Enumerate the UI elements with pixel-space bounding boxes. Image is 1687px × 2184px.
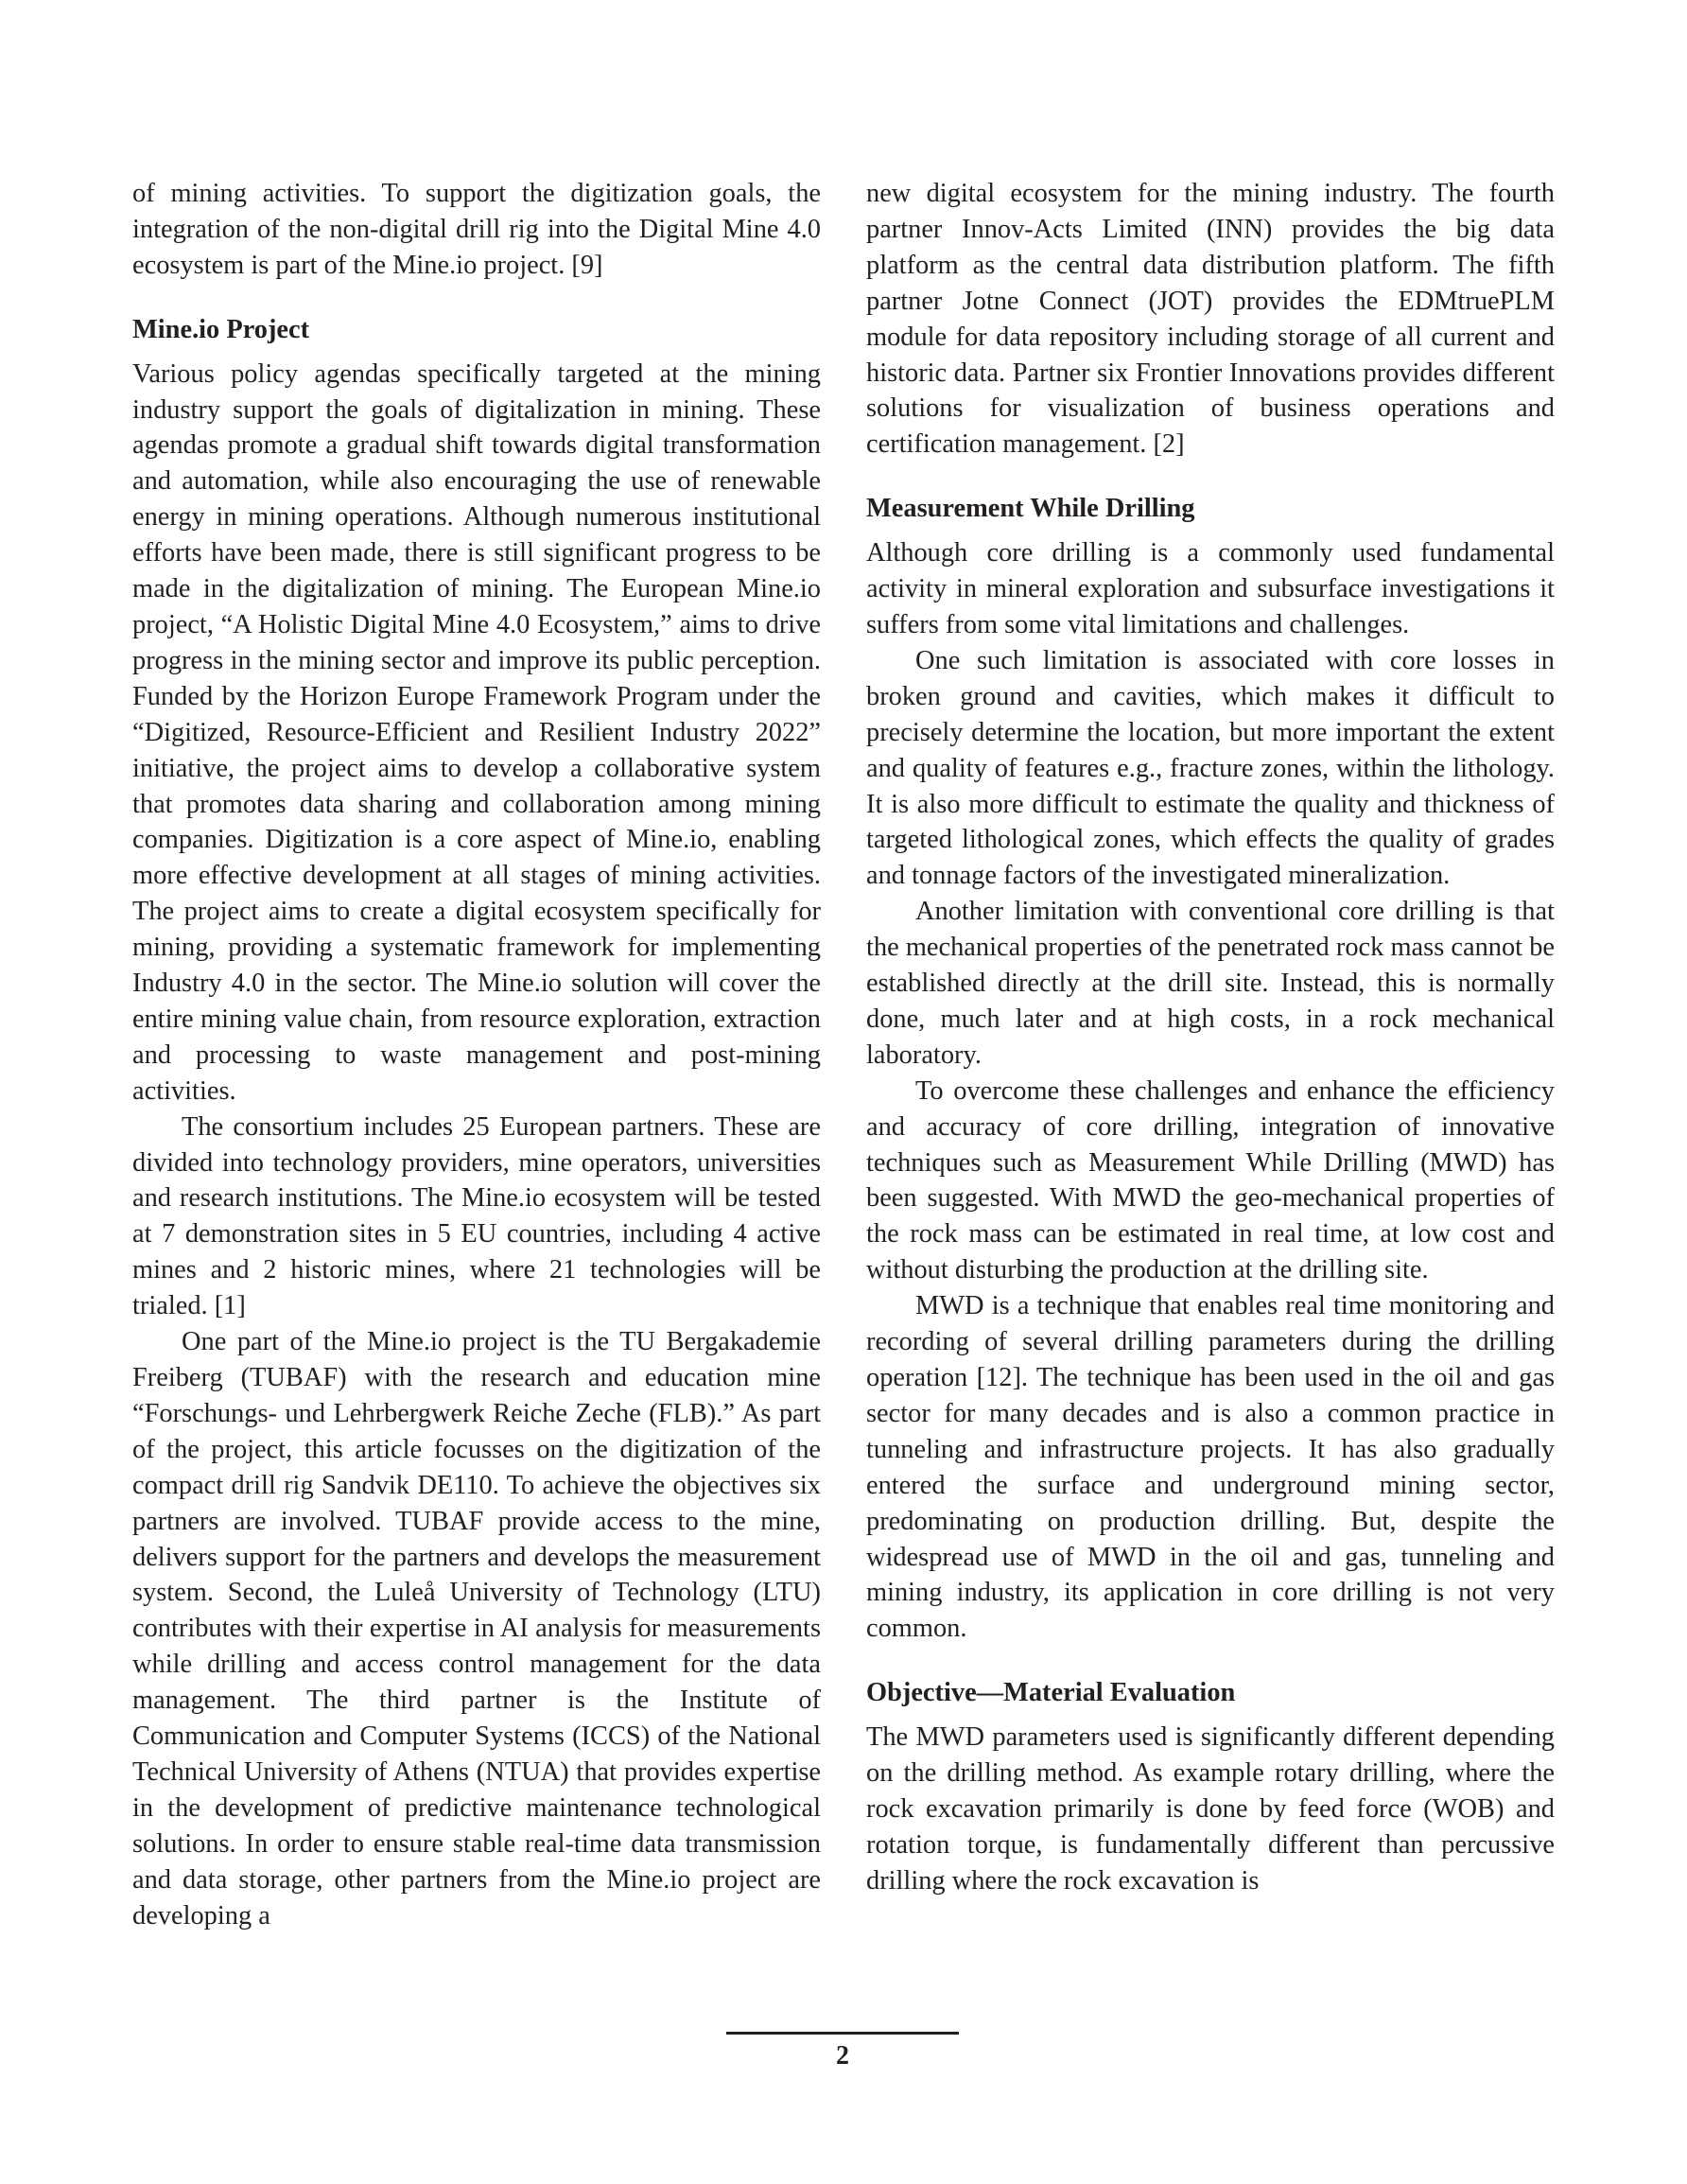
paragraph: One such limitation is associated with core losses in broken ground and cavities, which makes it difficult to precisely determine the location, but more important the extent and quality of features e.g., fracture zones, within the lithology. It is also more difficult to estimate the quality and thickness of targeted lithological zones, which effects the quality of grades and tonnage factors of the investigated mineralization. xyxy=(866,645,1555,891)
paragraph: Although core drilling is a commonly used fundamental activity in mineral exploration and subsurface investigations it suffers from some vital limitations and challenges. xyxy=(866,538,1555,639)
paragraph: of mining activities. To support the digitization goals, the integration of the non-digital drill rig into the Digital Mine 4.0 ecosystem is part of the Mine.io project. [9] xyxy=(132,179,821,280)
paragraph: Another limitation with conventional core drilling is that the mechanical properties of the penetrated rock mass cannot be established directly at the drill site. Instead, this is normally done, much later and at high costs, in a rock mechanical laboratory. xyxy=(866,897,1555,1070)
footer-rule xyxy=(726,2032,959,2035)
right-column xyxy=(866,176,1555,1899)
paragraph: Various policy agendas specifically targeted at the mining industry support the goals of digitalization in mining. These agendas promote a gradual shift towards digital transformation and automation, while also encouraging the use of renewable energy in mining operations. Although numerous institutional efforts have been made, there is still significant progress to be made in the digitalization of mining. The European Mine.io project, “A Holistic Digital Mine 4.0 Ecosystem,” aims to drive progress in the mining sector and improve its public perception. Funded by the Horizon Europe Framework Program under the “Digitized, Resource-Efficient and Resilient Industry 2022” initiative, the project aims to develop a collaborative system that promotes data sharing and collaboration among mining companies. Digitization is a core aspect of Mine.io, enabling more effective development at all stages of mining activities. The project aims to create a digital ecosystem specifically for mining, providing a systematic framework for implementing Industry 4.0 in the sector. The Mine.io solution will cover the entire mining value chain, from resource exploration, extraction and processing to waste management and post-mining activities. xyxy=(132,358,821,1106)
paragraph: MWD is a technique that enables real time monitoring and recording of several drilling parameters during the drilling operation [12]. The technique has been used in the oil and gas sector for many decades and is also a common practice in tunneling and infrastructure projects. It has also gradually entered the surface and underground mining sector, predominating on production drilling. But, despite the widespread use of MWD in the oil and gas, tunneling and mining industry, its application in core drilling is not very common. xyxy=(866,1291,1555,1644)
paragraph: One part of the Mine.io project is the TU Bergakademie Freiberg (TUBAF) with the research and education mine “Forschungs- und Lehrbergwerk Reiche Zeche (FLB).” As part of the project, this article focusses on the digitization of the compact drill rig Sandvik DE110. To achieve the objectives six partners are involved. TUBAF provide access to the mine, delivers support for the partners and develops the measurement system. Second, the Luleå University of Technology (LTU) contributes with their expertise in AI analysis for measurements while drilling and access control management for the data management. The third partner is the Institute of Communication and Computer Systems (ICCS) of the National Technical University of Athens (NTUA) that provides expertise in the development of predictive maintenance technological solutions. In order to ensure stable real-time data transmission and data storage, other partners from the Mine.io project are developing a xyxy=(132,1327,821,1931)
page-number: 2 xyxy=(836,2041,849,2070)
section-heading: Mine.io Project xyxy=(132,314,310,344)
section-heading: Objective—Material Evaluation xyxy=(866,1678,1236,1708)
paragraph: The consortium includes 25 European partners. These are divided into technology providers, mine operators, universities and research institutions. The Mine.io ecosystem will be tested at 7 demonstration sites in 5 EU countries, including 4 active mines and 2 historic mines, where 21 technologies will be trialed. [1] xyxy=(132,1111,821,1321)
paragraph: The MWD parameters used is significantly different depending on the drilling method. As example rotary drilling, where the rock excavation primarily is done by feed force (WOB) and rotation torque, is fundamentally different than percussive drilling where the rock excavation is xyxy=(866,1722,1555,1896)
left-column xyxy=(132,176,821,1934)
paragraph: new digital ecosystem for the mining industry. The fourth partner Innov-Acts Limited (INN) provides the big data platform as the central data distribution platform. The fifth partner Jotne Connect (JOT) provides the EDMtruePLM module for data repository including storage of all current and historic data. Partner six Frontier Innovations provides different solutions for visualization of business operations and certification management. [2] xyxy=(866,179,1555,460)
section-heading: Measurement While Drilling xyxy=(866,494,1195,524)
paragraph: To overcome these challenges and enhance the efficiency and accuracy of core drilling, integration of innovative techniques such as Measurement While Drilling (MWD) has been suggested. With MWD the geo-mechanical properties of the rock mass can be estimated in real time, at low cost and without disturbing the production at the drilling site. xyxy=(866,1075,1555,1285)
